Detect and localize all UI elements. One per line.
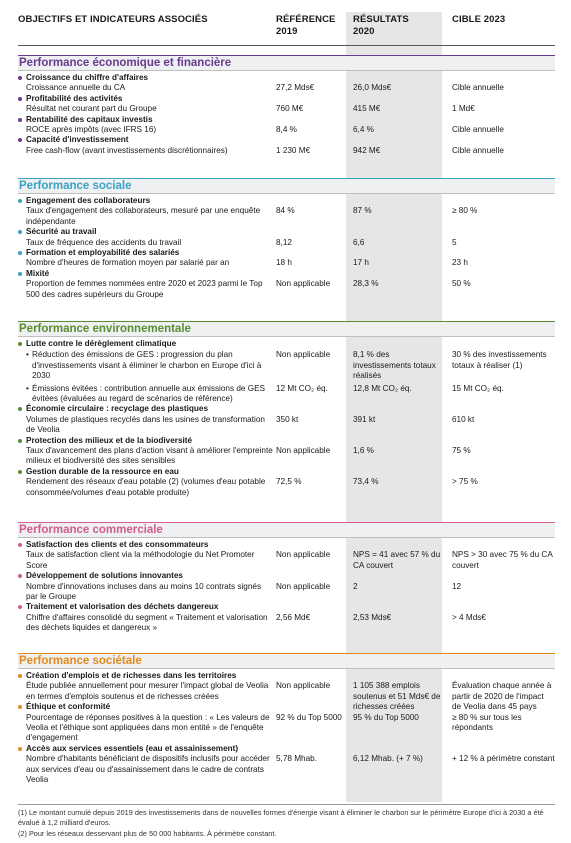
value-target: Évaluation chaque année à partir de 2020 de l'impact de Veolia dans 45 pays	[452, 681, 552, 712]
indicator-title: Sécurité au travail	[26, 227, 97, 237]
indicator-item	[18, 436, 555, 467]
value-reference: 5,78 Mhab.	[276, 754, 317, 764]
section-title: Performance commerciale	[18, 522, 555, 538]
value-target: NPS > 30 avec 75 % du CA couvert	[452, 550, 553, 570]
bullet-icon	[18, 407, 22, 411]
value-target: 30 % des investissements totaux à réaliser (1)	[452, 350, 547, 370]
value-target: 50 %	[452, 279, 471, 289]
value-results: 942 M€	[353, 145, 381, 155]
section-title: Performance économique et financière	[18, 55, 555, 71]
section-societal	[18, 653, 555, 785]
indicator-item	[18, 248, 555, 269]
indicator-title: Gestion durable de la ressource en eau	[26, 466, 179, 476]
bullet-icon	[18, 138, 22, 142]
indicator-desc: Nombre d'innovations incluses dans au moins 10 contrats signés par le Groupe	[26, 581, 262, 602]
indicator-desc: Proportion de femmes nommées entre 2020 et 2023 parmi le Top 500 des cadres supérieurs du Groupe	[26, 279, 263, 299]
indicator-title: Traitement et valorisation des déchets dangereux	[26, 602, 219, 612]
header-reference: RÉFÉRENCE 2019	[276, 14, 336, 37]
section-commercial	[18, 522, 555, 634]
bullet-icon	[18, 97, 22, 101]
value-reference: 18 h	[276, 258, 292, 268]
indicator-item	[18, 94, 555, 115]
value-results: 6,6	[353, 237, 365, 247]
bullet-icon	[18, 543, 22, 547]
value-results: 26,0 Mds€	[353, 83, 392, 93]
bullet-icon	[18, 470, 22, 474]
value-results: 1,6 %	[353, 446, 374, 456]
indicator-item	[18, 269, 555, 300]
value-target: 12	[452, 581, 462, 591]
bullet-icon	[18, 230, 22, 234]
indicator-desc: Taux de fréquence des accidents du travail	[26, 237, 182, 247]
value-results: 415 M€	[353, 104, 381, 114]
indicator-item	[18, 135, 555, 156]
indicator-item	[18, 115, 555, 136]
indicator-title: Accès aux services essentiels (eau et assainissement)	[26, 743, 239, 753]
sub-bullet-icon: •	[26, 383, 29, 393]
indicator-desc: Émissions évitées : contribution annuelle aux émissions de GES évitées (évaluées au regard de scénarios de référence)	[32, 383, 266, 404]
indicator-title: Lutte contre le dérèglement climatique	[26, 339, 177, 348]
value-reference: 1 230 M€	[276, 145, 311, 155]
indicator-desc: Free cash-flow (avant investissements discrétionnaires)	[26, 145, 228, 155]
value-reference: Non applicable	[276, 550, 331, 560]
section-social	[18, 178, 555, 300]
indicator-item	[18, 540, 555, 571]
indicator-title: Protection des milieux et de la biodiversité	[26, 435, 193, 445]
header-target: CIBLE 2023	[452, 14, 506, 25]
bullet-icon	[18, 605, 22, 609]
section-title: Performance sociétale	[18, 653, 555, 669]
value-target: > 75 %	[452, 477, 478, 487]
header-indicators: OBJECTIFS ET INDICATEURS ASSOCIÉS	[18, 14, 208, 25]
value-results: 1 105 388 emplois soutenus et 51 Mds€ de richesses créées	[353, 681, 441, 712]
value-reference: 92 % du Top 5000	[276, 712, 342, 722]
value-reference: Non applicable	[276, 350, 331, 360]
indicator-item	[18, 196, 555, 227]
section-economic	[18, 55, 555, 156]
bullet-icon	[18, 199, 22, 203]
value-reference: 350 kt	[276, 414, 299, 424]
indicator-item	[18, 744, 555, 786]
value-target: 610 kt	[452, 414, 475, 424]
value-target: 15 Mt CO₂ éq.	[452, 383, 504, 393]
bullet-icon	[18, 705, 22, 709]
value-results: 2	[353, 581, 358, 591]
header-divider	[18, 45, 555, 46]
indicator-item	[18, 73, 555, 94]
indicator-desc: Pourcentage de réponses positives à la question : « Les valeurs de Veolia et l'éthique sont appliquées dans mon entité » de l'enquête d'engagement	[26, 712, 270, 743]
indicator-title: Création d'emplois et de richesses dans les territoires	[26, 671, 237, 680]
header-results: RÉSULTATS 2020	[353, 14, 409, 37]
value-reference: 8,12	[276, 237, 292, 247]
value-results: 6,4 %	[353, 125, 374, 135]
bullet-icon	[18, 118, 22, 122]
indicator-title: Développement de solutions innovantes	[26, 571, 183, 581]
value-results: NPS = 41 avec 57 % du CA couvert	[353, 550, 441, 570]
value-target: ≥ 80 % sur tous les répondants	[452, 712, 522, 733]
section-title: Performance sociale	[18, 178, 555, 194]
bullet-icon	[18, 342, 22, 346]
section-title: Performance environnementale	[18, 321, 555, 337]
value-target: 23 h	[452, 258, 468, 268]
value-results: 6,12 Mhab. (+ 7 %)	[353, 754, 423, 764]
bullet-icon	[18, 76, 22, 80]
indicator-item	[18, 702, 555, 744]
value-reference: Non applicable	[276, 279, 331, 289]
indicator-desc: Nombre d'heures de formation moyen par salarié par an	[26, 258, 230, 268]
value-results: 17 h	[353, 258, 369, 268]
value-target: ≥ 80 %	[452, 206, 478, 216]
value-reference: 27,2 Mds€	[276, 83, 315, 93]
indicator-desc: Réduction des émissions de GES : progression du plan d'investissements visant à éliminer le charbon en Europe d'ici à 2030	[32, 350, 262, 381]
indicator-desc: Taux d'avancement des plans d'action visant à améliorer l'empreinte milieux et biodiversité des sites sensibles	[26, 446, 273, 466]
indicator-desc: Croissance annuelle du CA	[26, 83, 126, 93]
value-target: > 4 Mds€	[452, 612, 486, 622]
value-reference: Non applicable	[276, 446, 331, 456]
value-results: 87 %	[353, 206, 372, 216]
bullet-icon	[18, 674, 22, 678]
value-target: 1 Md€	[452, 104, 475, 114]
value-reference: 760 M€	[276, 104, 304, 114]
value-target: 5	[452, 237, 457, 247]
indicator-title: Croissance du chiffre d'affaires	[26, 73, 149, 82]
value-reference: 84 %	[276, 206, 295, 216]
value-reference: Non applicable	[276, 681, 331, 691]
value-reference: 12 Mt CO₂ éq.	[276, 383, 328, 393]
value-results: 95 % du Top 5000	[353, 712, 419, 722]
indicator-item	[18, 339, 555, 404]
section-environmental	[18, 321, 555, 498]
indicator-item	[18, 602, 555, 633]
indicator-title: Rentabilité des capitaux investis	[26, 114, 153, 124]
indicator-title: Engagement des collaborateurs	[26, 196, 151, 205]
value-target: 75 %	[452, 446, 471, 456]
indicator-desc: Taux d'engagement des collaborateurs, mesuré par une enquête indépendante	[26, 206, 261, 226]
indicator-title: Éthique et conformité	[26, 702, 111, 712]
bullet-icon	[18, 747, 22, 751]
indicator-title: Satisfaction des clients et des consommateurs	[26, 540, 209, 549]
indicator-item	[18, 227, 555, 248]
indicator-desc: Taux de satisfaction client via la méthodologie du Net Promoter Score	[26, 550, 255, 570]
indicator-title: Formation et employabilité des salariés	[26, 248, 180, 258]
value-target: Cible annuelle	[452, 83, 504, 93]
indicator-desc: Nombre d'habitants bénéficiant de dispositifs inclusifs pour accéder aux services d'eau ou d'assainissement dans le cadre de contrats Veolia	[26, 754, 270, 785]
value-results: 2,53 Mds€	[353, 612, 392, 622]
bullet-icon	[18, 574, 22, 578]
indicator-desc: Chiffre d'affaires consolidé du segment « Traitement et valorisation des déchets liquides et dangereux »	[26, 612, 268, 633]
value-results: 391 kt	[353, 414, 376, 424]
indicator-title: Mixité	[26, 268, 50, 278]
bullet-icon	[18, 251, 22, 255]
indicator-item	[18, 467, 555, 498]
indicator-title: Profitabilité des activités	[26, 93, 123, 103]
value-reference: 2,56 Md€	[276, 612, 311, 622]
indicator-desc: Rendement des réseaux d'eau potable (2) (volumes d'eau potable consommée/volumes d'eau potable produite)	[26, 477, 266, 497]
bullet-icon	[18, 439, 22, 443]
footnote-divider	[18, 804, 555, 805]
indicator-desc: Volumes de plastiques recyclés dans les usines de transformation de Veolia	[26, 414, 265, 435]
value-reference: 72,5 %	[276, 477, 302, 487]
bullet-icon	[18, 272, 22, 276]
value-target: Cible annuelle	[452, 125, 504, 135]
value-results: 8,1 % des investissements totaux réalisés	[353, 350, 436, 381]
indicator-title: Économie circulaire : recyclage des plastiques	[26, 404, 209, 414]
value-reference: 8,4 %	[276, 125, 297, 135]
indicator-desc: Étude publiée annuellement pour mesurer l'impact global de Veolia en termes d'emplois soutenus et de richesses créées	[26, 681, 269, 701]
indicator-title: Capacité d'investissement	[26, 135, 129, 145]
value-target: + 12 % à périmètre constant	[452, 754, 555, 764]
footnote-2: (2) Pour les réseaux desservant plus de 50 000 habitants. À périmètre constant.	[18, 829, 277, 838]
value-results: 28,3 %	[353, 279, 379, 289]
sub-bullet-icon: •	[26, 350, 29, 360]
indicator-item	[18, 404, 555, 435]
value-reference: Non applicable	[276, 581, 331, 591]
indicator-desc: ROCE après impôts (avec IFRS 16)	[26, 125, 157, 135]
value-results: 73,4 %	[353, 477, 379, 487]
value-results: 12,8 Mt CO₂ éq.	[353, 383, 412, 393]
footnote-1: (1) Le montant cumulé depuis 2019 des investissements dans de nouvelles formes d'énergie visant à éliminer le charbon sur le périmètre Europe d'ici à 2030 a été évalué à 1,2 milliard d'euros.	[18, 808, 544, 827]
indicator-desc: Résultat net courant part du Groupe	[26, 104, 157, 114]
value-target: Cible annuelle	[452, 145, 504, 155]
indicator-item	[18, 571, 555, 602]
